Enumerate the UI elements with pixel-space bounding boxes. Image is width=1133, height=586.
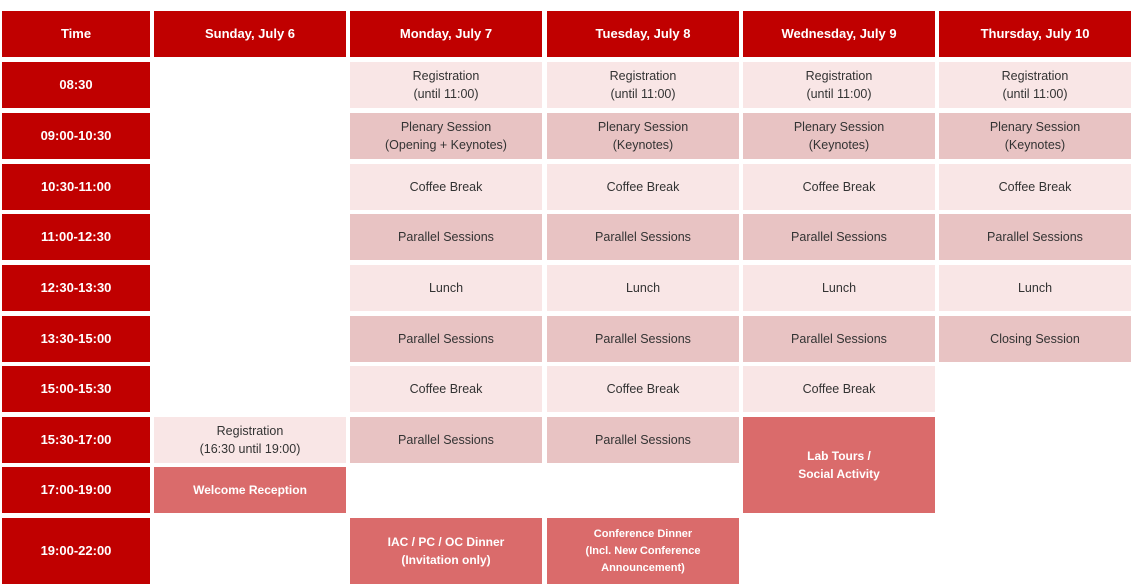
header-sunday: Sunday, July 6 — [154, 11, 346, 57]
time-slot: 11:00-12:30 — [2, 214, 150, 260]
time-slot: 08:30 — [2, 62, 150, 108]
event-plenary-session: Plenary Session (Keynotes) — [939, 113, 1131, 159]
event-lunch: Lunch — [939, 265, 1131, 311]
event-coffee-break: Coffee Break — [743, 164, 935, 210]
event-registration-sunday: Registration (16:30 until 19:00) — [154, 417, 346, 463]
event-lunch: Lunch — [350, 265, 542, 311]
event-parallel-sessions: Parallel Sessions — [547, 316, 739, 362]
event-parallel-sessions: Parallel Sessions — [547, 417, 739, 463]
event-conference-dinner: Conference Dinner (Incl. New Conference Announcement) — [547, 518, 739, 584]
time-slot: 13:30-15:00 — [2, 316, 150, 362]
event-coffee-break: Coffee Break — [743, 366, 935, 412]
header-tuesday: Tuesday, July 8 — [547, 11, 739, 57]
event-parallel-sessions: Parallel Sessions — [350, 316, 542, 362]
event-parallel-sessions: Parallel Sessions — [743, 214, 935, 260]
event-parallel-sessions: Parallel Sessions — [350, 417, 542, 463]
event-plenary-session: Plenary Session (Keynotes) — [547, 113, 739, 159]
time-slot: 10:30-11:00 — [2, 164, 150, 210]
header-monday: Monday, July 7 — [350, 11, 542, 57]
time-slot: 15:00-15:30 — [2, 366, 150, 412]
time-slot: 17:00-19:00 — [2, 467, 150, 513]
event-lab-tours: Lab Tours / Social Activity — [743, 417, 935, 513]
event-lunch: Lunch — [547, 265, 739, 311]
header-thursday: Thursday, July 10 — [939, 11, 1131, 57]
event-registration: Registration (until 11:00) — [547, 62, 739, 108]
time-slot: 09:00-10:30 — [2, 113, 150, 159]
event-parallel-sessions: Parallel Sessions — [547, 214, 739, 260]
event-registration: Registration (until 11:00) — [743, 62, 935, 108]
event-coffee-break: Coffee Break — [547, 366, 739, 412]
event-parallel-sessions: Parallel Sessions — [743, 316, 935, 362]
event-registration: Registration (until 11:00) — [939, 62, 1131, 108]
event-coffee-break: Coffee Break — [939, 164, 1131, 210]
event-registration: Registration (until 11:00) — [350, 62, 542, 108]
event-closing-session: Closing Session — [939, 316, 1131, 362]
time-slot: 19:00-22:00 — [2, 518, 150, 584]
header-time: Time — [2, 11, 150, 57]
event-parallel-sessions: Parallel Sessions — [350, 214, 542, 260]
event-coffee-break: Coffee Break — [547, 164, 739, 210]
event-coffee-break: Coffee Break — [350, 164, 542, 210]
event-plenary-session: Plenary Session (Keynotes) — [743, 113, 935, 159]
event-iac-pc-oc-dinner: IAC / PC / OC Dinner (Invitation only) — [350, 518, 542, 584]
event-parallel-sessions: Parallel Sessions — [939, 214, 1131, 260]
time-slot: 15:30-17:00 — [2, 417, 150, 463]
header-wednesday: Wednesday, July 9 — [743, 11, 935, 57]
event-welcome-reception: Welcome Reception — [154, 467, 346, 513]
event-lunch: Lunch — [743, 265, 935, 311]
event-plenary-session: Plenary Session (Opening + Keynotes) — [350, 113, 542, 159]
time-slot: 12:30-13:30 — [2, 265, 150, 311]
event-coffee-break: Coffee Break — [350, 366, 542, 412]
